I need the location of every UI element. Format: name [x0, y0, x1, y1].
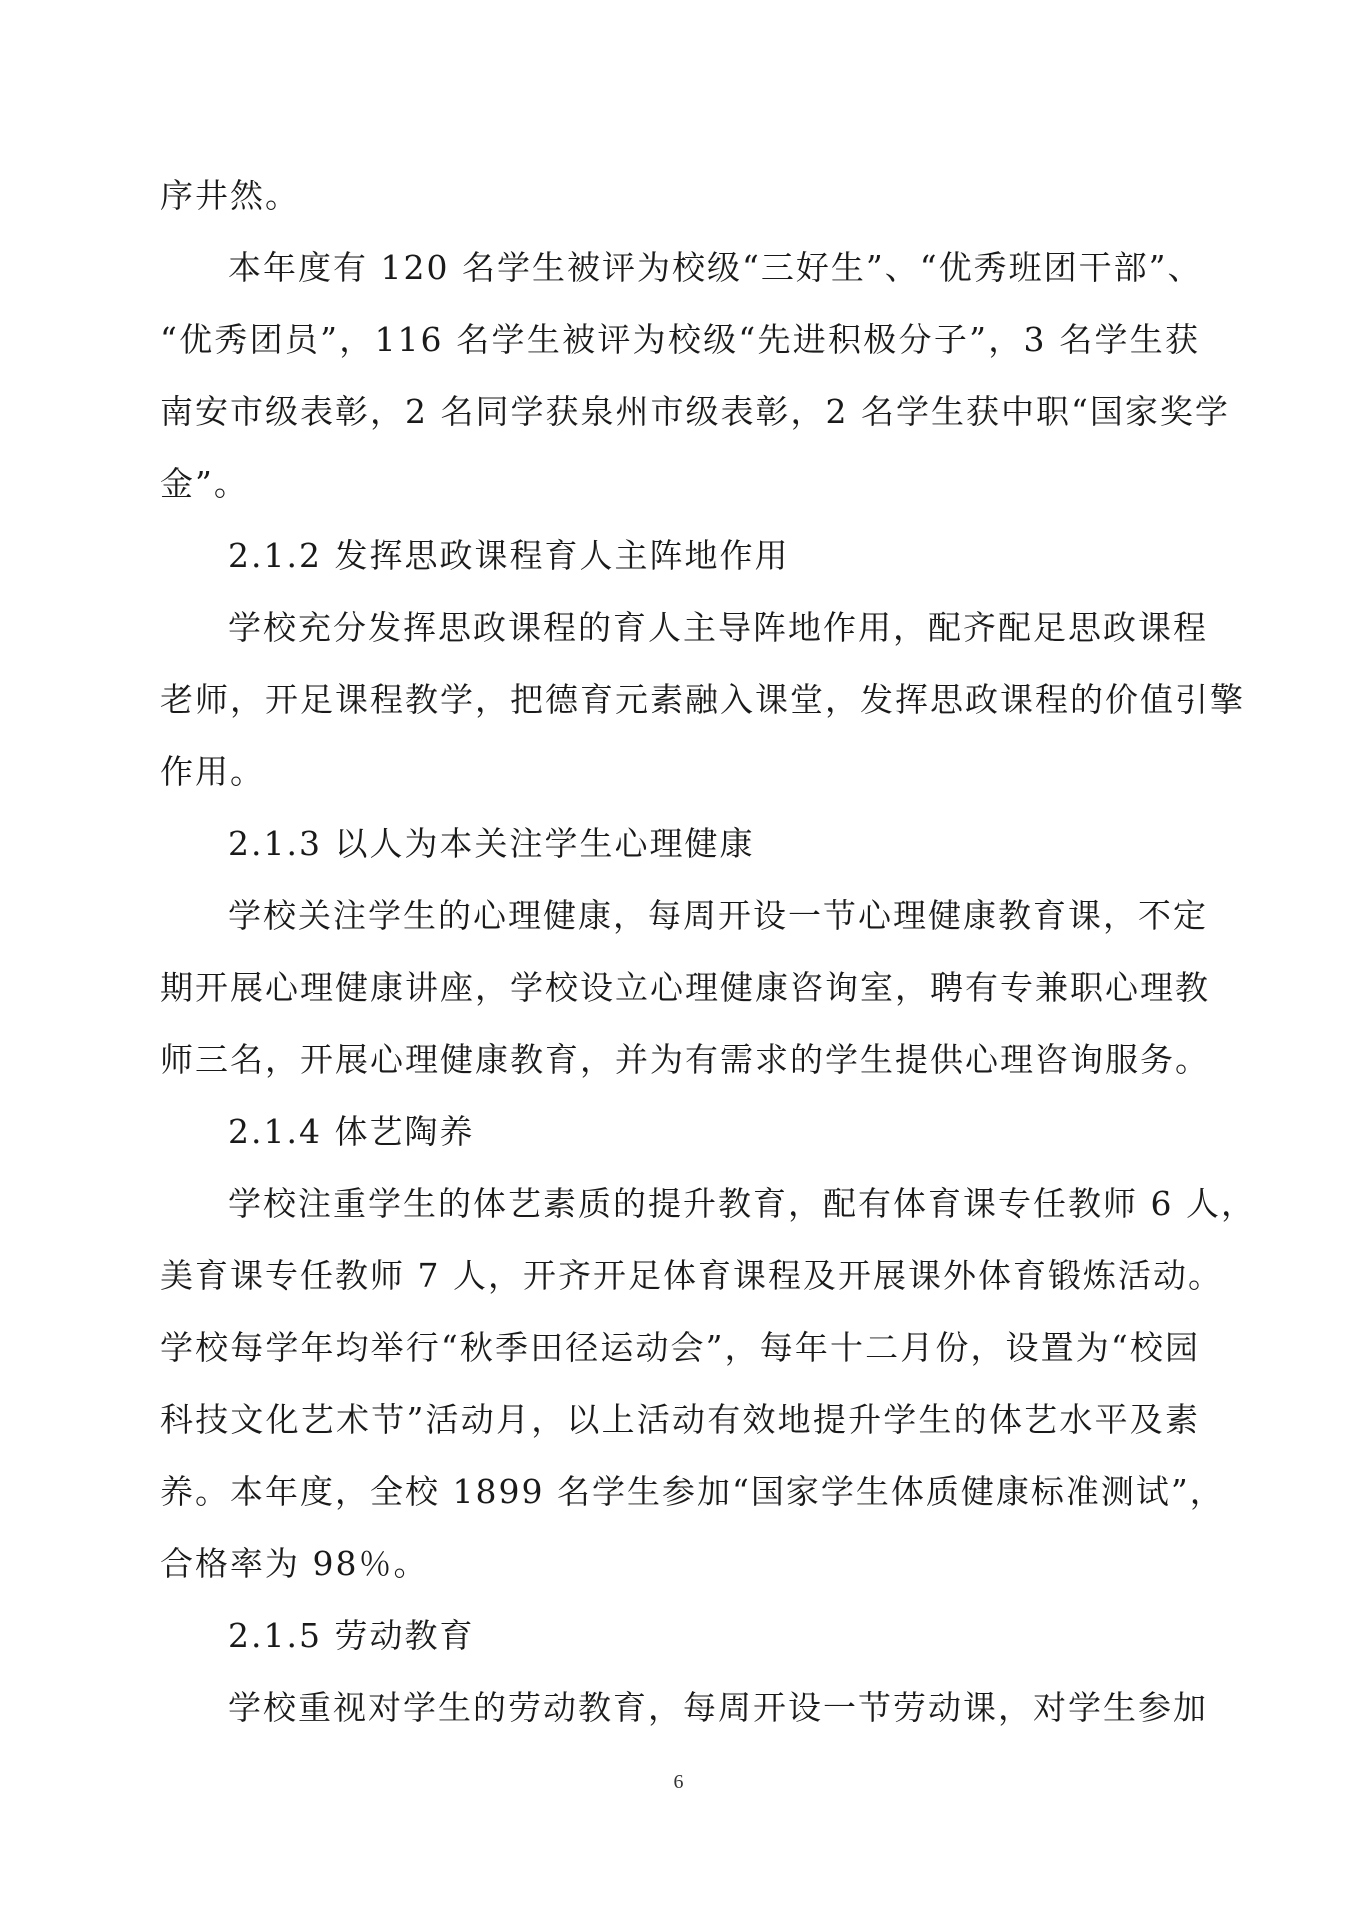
- paragraph-line: 期开展心理健康讲座，学校设立心理健康咨询室，聘有专兼职心理教: [160, 968, 1210, 1007]
- paragraph-line: 金”。: [160, 464, 249, 503]
- paragraph-line: 作用。: [160, 752, 265, 791]
- paragraph-line: 南安市级表彰，2 名同学获泉州市级表彰，2 名学生获中职“国家奖学: [160, 392, 1230, 431]
- section-heading: 2.1.5 劳动教育: [228, 1616, 475, 1655]
- paragraph-line: 学校充分发挥思政课程的育人主导阵地作用，配齐配足思政课程: [228, 608, 1208, 647]
- paragraph-line: 学校每学年均举行“秋季田径运动会”，每年十二月份，设置为“校园: [160, 1328, 1200, 1367]
- paragraph-line: 本年度有 120 名学生被评为校级“三好生”、“优秀班团干部”、: [228, 248, 1203, 287]
- paragraph-line: 老师，开足课程教学，把德育元素融入课堂，发挥思政课程的价值引擎: [160, 680, 1245, 719]
- section-heading: 2.1.4 体艺陶养: [228, 1112, 475, 1151]
- paragraph-line: “优秀团员”，116 名学生被评为校级“先进积极分子”，3 名学生获: [160, 320, 1200, 359]
- section-heading: 2.1.3 以人为本关注学生心理健康: [228, 824, 755, 863]
- paragraph-line: 合格率为 98％。: [160, 1544, 429, 1583]
- paragraph-line: 学校关注学生的心理健康，每周开设一节心理健康教育课，不定: [228, 896, 1208, 935]
- paragraph-line: 学校重视对学生的劳动教育，每周开设一节劳动课，对学生参加: [228, 1688, 1208, 1727]
- paragraph-line: 序井然。: [160, 176, 300, 215]
- paragraph-line: 养。本年度，全校 1899 名学生参加“国家学生体质健康标准测试”，: [160, 1472, 1225, 1511]
- page-number: 6: [673, 1771, 684, 1793]
- paragraph-line: 科技文化艺术节”活动月，以上活动有效地提升学生的体艺水平及素: [160, 1400, 1200, 1439]
- paragraph-line: 美育课专任教师 7 人，开齐开足体育课程及开展课外体育锻炼活动。: [160, 1256, 1223, 1295]
- section-heading: 2.1.2 发挥思政课程育人主阵地作用: [228, 536, 790, 575]
- paragraph-line: 学校注重学生的体艺素质的提升教育，配有体育课专任教师 6 人，: [228, 1184, 1256, 1223]
- paragraph-line: 师三名，开展心理健康教育，并为有需求的学生提供心理咨询服务。: [160, 1040, 1210, 1079]
